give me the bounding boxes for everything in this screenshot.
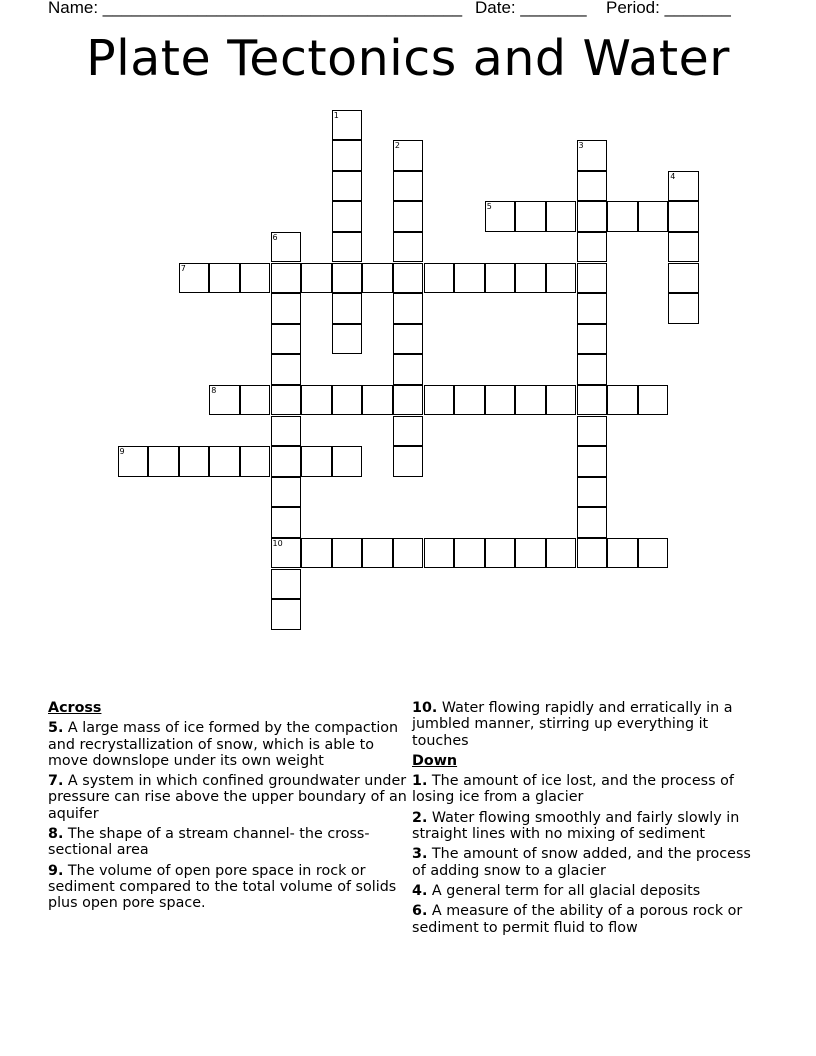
grid-cell[interactable] (638, 538, 669, 569)
clue-across-5 (48, 720, 408, 769)
grid-cell[interactable] (485, 201, 516, 232)
grid-cell[interactable] (424, 385, 455, 416)
grid-cell[interactable] (393, 324, 424, 355)
grid-cell[interactable] (240, 263, 271, 294)
clue-number-label: 8 (211, 385, 217, 395)
grid-cell[interactable] (148, 446, 179, 477)
grid-cell[interactable] (240, 385, 271, 416)
grid-cell[interactable] (577, 416, 608, 447)
grid-cell[interactable] (454, 263, 485, 294)
clue-number: 8. (48, 826, 64, 843)
grid-cell[interactable] (577, 232, 608, 263)
clue-number: 3. (412, 846, 428, 863)
clue-number: 5. (48, 720, 64, 737)
clue-down-2 (412, 810, 762, 843)
grid-cell[interactable] (271, 416, 302, 447)
clues-left-column (48, 700, 408, 916)
grid-cell[interactable] (546, 263, 577, 294)
clue-across-8 (48, 826, 408, 859)
grid-cell[interactable] (424, 263, 455, 294)
clue-text: A general term for all glacial deposits (427, 882, 701, 899)
grid-cell[interactable] (332, 446, 363, 477)
grid-cell[interactable] (209, 263, 240, 294)
grid-cell[interactable] (332, 110, 363, 141)
grid-cell[interactable] (668, 263, 699, 294)
grid-cell[interactable] (577, 201, 608, 232)
grid-cell[interactable] (668, 232, 699, 263)
period-field[interactable]: Period: _______ (606, 0, 731, 17)
grid-cell[interactable] (393, 385, 424, 416)
clue-number-label: 7 (180, 263, 186, 273)
grid-cell[interactable] (393, 201, 424, 232)
clue-text: The volume of open pore space in rock or sediment compared to the total volume of solids plus open pore space. (48, 862, 397, 912)
grid-cell[interactable] (332, 293, 363, 324)
grid-cell[interactable] (332, 263, 363, 294)
clues-right-column (412, 700, 762, 940)
clue-down-3 (412, 846, 762, 879)
clue-number-label: 9 (119, 447, 125, 457)
grid-cell[interactable] (393, 446, 424, 477)
clue-down-1 (412, 773, 762, 806)
grid-cell[interactable] (332, 201, 363, 232)
grid-cell[interactable] (271, 354, 302, 385)
clue-across-10 (412, 700, 762, 749)
grid-cell[interactable] (301, 538, 332, 569)
grid-cell[interactable] (393, 538, 424, 569)
grid-cell[interactable] (362, 385, 393, 416)
grid-cell[interactable] (271, 385, 302, 416)
clue-text: A system in which confined groundwater under pressure can rise above the upper boundary of an aquifer (48, 773, 407, 822)
down-heading: Down (412, 752, 458, 769)
clue-number: 7. (48, 773, 64, 790)
clue-number: 9. (48, 862, 64, 879)
name-field[interactable]: Name: ______________________________________ (48, 0, 463, 17)
grid-cell[interactable] (607, 385, 638, 416)
grid-cell[interactable] (668, 171, 699, 202)
grid-cell[interactable] (454, 538, 485, 569)
grid-cell[interactable] (577, 477, 608, 508)
grid-cell[interactable] (332, 538, 363, 569)
clue-down-6 (412, 903, 762, 936)
grid-cell[interactable] (546, 201, 577, 232)
grid-cell[interactable] (209, 385, 240, 416)
grid-cell[interactable] (577, 324, 608, 355)
grid-cell[interactable] (362, 263, 393, 294)
grid-cell[interactable] (332, 385, 363, 416)
grid-cell[interactable] (454, 385, 485, 416)
grid-cell[interactable] (607, 201, 638, 232)
clue-number-label: 4 (670, 171, 676, 181)
clue-text: A large mass of ice formed by the compaction and recrystallization of snow, which is able to move downslope under its own weight (48, 720, 399, 769)
clue-number-label: 1 (333, 110, 339, 120)
clue-across-9 (48, 863, 408, 912)
grid-cell[interactable] (393, 140, 424, 171)
grid-cell[interactable] (301, 446, 332, 477)
grid-cell[interactable] (638, 201, 669, 232)
grid-cell[interactable] (577, 507, 608, 538)
grid-cell[interactable] (577, 446, 608, 477)
grid-cell[interactable] (668, 201, 699, 232)
grid-cell[interactable] (668, 293, 699, 324)
grid-cell[interactable] (332, 324, 363, 355)
grid-cell[interactable] (577, 538, 608, 569)
grid-cell[interactable] (393, 263, 424, 294)
grid-cell[interactable] (577, 171, 608, 202)
grid-cell[interactable] (393, 354, 424, 385)
grid-cell[interactable] (638, 385, 669, 416)
grid-cell[interactable] (271, 324, 302, 355)
page-title: Plate Tectonics and Water (86, 30, 730, 87)
grid-cell[interactable] (271, 446, 302, 477)
clue-number-label: 5 (486, 202, 492, 212)
grid-cell[interactable] (546, 385, 577, 416)
grid-cell[interactable] (577, 263, 608, 294)
clue-text: Water flowing rapidly and erratically in a jumbled manner, stirring up everything it touches (412, 700, 733, 749)
date-field[interactable]: Date: _______ (475, 0, 587, 17)
clue-number-label: 6 (272, 232, 278, 242)
clue-across-7 (48, 773, 408, 822)
grid-cell[interactable] (240, 446, 271, 477)
grid-cell[interactable] (485, 385, 516, 416)
grid-cell[interactable] (393, 171, 424, 202)
across-heading: Across (48, 700, 102, 716)
grid-cell[interactable] (424, 538, 455, 569)
grid-cell[interactable] (393, 293, 424, 324)
clue-down-4 (412, 883, 762, 899)
clue-number: 1. (412, 773, 428, 790)
clue-number: 2. (412, 809, 428, 826)
grid-cell[interactable] (271, 507, 302, 538)
grid-cell[interactable] (393, 232, 424, 263)
clue-text: The shape of a stream channel- the cross-sectional area (48, 826, 370, 859)
grid-cell[interactable] (301, 385, 332, 416)
grid-cell[interactable] (271, 599, 302, 630)
grid-cell[interactable] (179, 263, 210, 294)
grid-cell[interactable] (332, 140, 363, 171)
grid-cell[interactable] (179, 446, 210, 477)
clue-number: 10. (412, 700, 438, 716)
grid-cell[interactable] (607, 538, 638, 569)
grid-cell[interactable] (271, 477, 302, 508)
grid-cell[interactable] (271, 232, 302, 263)
clue-text: Water flowing smoothly and fairly slowly in straight lines with no mixing of sediment (412, 809, 740, 843)
grid-cell[interactable] (546, 538, 577, 569)
clue-text: A measure of the ability of a porous rock or sediment to permit fluid to flow (412, 903, 743, 936)
grid-cell[interactable] (332, 171, 363, 202)
grid-cell[interactable] (515, 385, 546, 416)
grid-cell[interactable] (209, 446, 240, 477)
grid-cell[interactable] (271, 293, 302, 324)
grid-cell[interactable] (515, 538, 546, 569)
grid-cell[interactable] (271, 569, 302, 600)
grid-cell[interactable] (577, 140, 608, 171)
clue-number-label: 3 (578, 141, 584, 151)
grid-cell[interactable] (577, 293, 608, 324)
grid-cell[interactable] (515, 263, 546, 294)
grid-cell[interactable] (271, 263, 302, 294)
clue-number-label: 10 (272, 538, 283, 548)
grid-cell[interactable] (393, 416, 424, 447)
grid-cell[interactable] (485, 538, 516, 569)
grid-cell[interactable] (577, 385, 608, 416)
clue-number: 4. (412, 882, 428, 899)
grid-cell[interactable] (332, 232, 363, 263)
grid-cell[interactable] (271, 538, 302, 569)
grid-cell[interactable] (577, 354, 608, 385)
grid-cell[interactable] (485, 263, 516, 294)
clue-number-label: 2 (394, 141, 400, 151)
grid-cell[interactable] (118, 446, 149, 477)
grid-cell[interactable] (301, 263, 332, 294)
grid-cell[interactable] (362, 538, 393, 569)
grid-cell[interactable] (515, 201, 546, 232)
clue-text: The amount of ice lost, and the process of losing ice from a glacier (412, 773, 734, 806)
clue-text: The amount of snow added, and the process of adding snow to a glacier (412, 846, 751, 879)
clue-number: 6. (412, 903, 428, 920)
